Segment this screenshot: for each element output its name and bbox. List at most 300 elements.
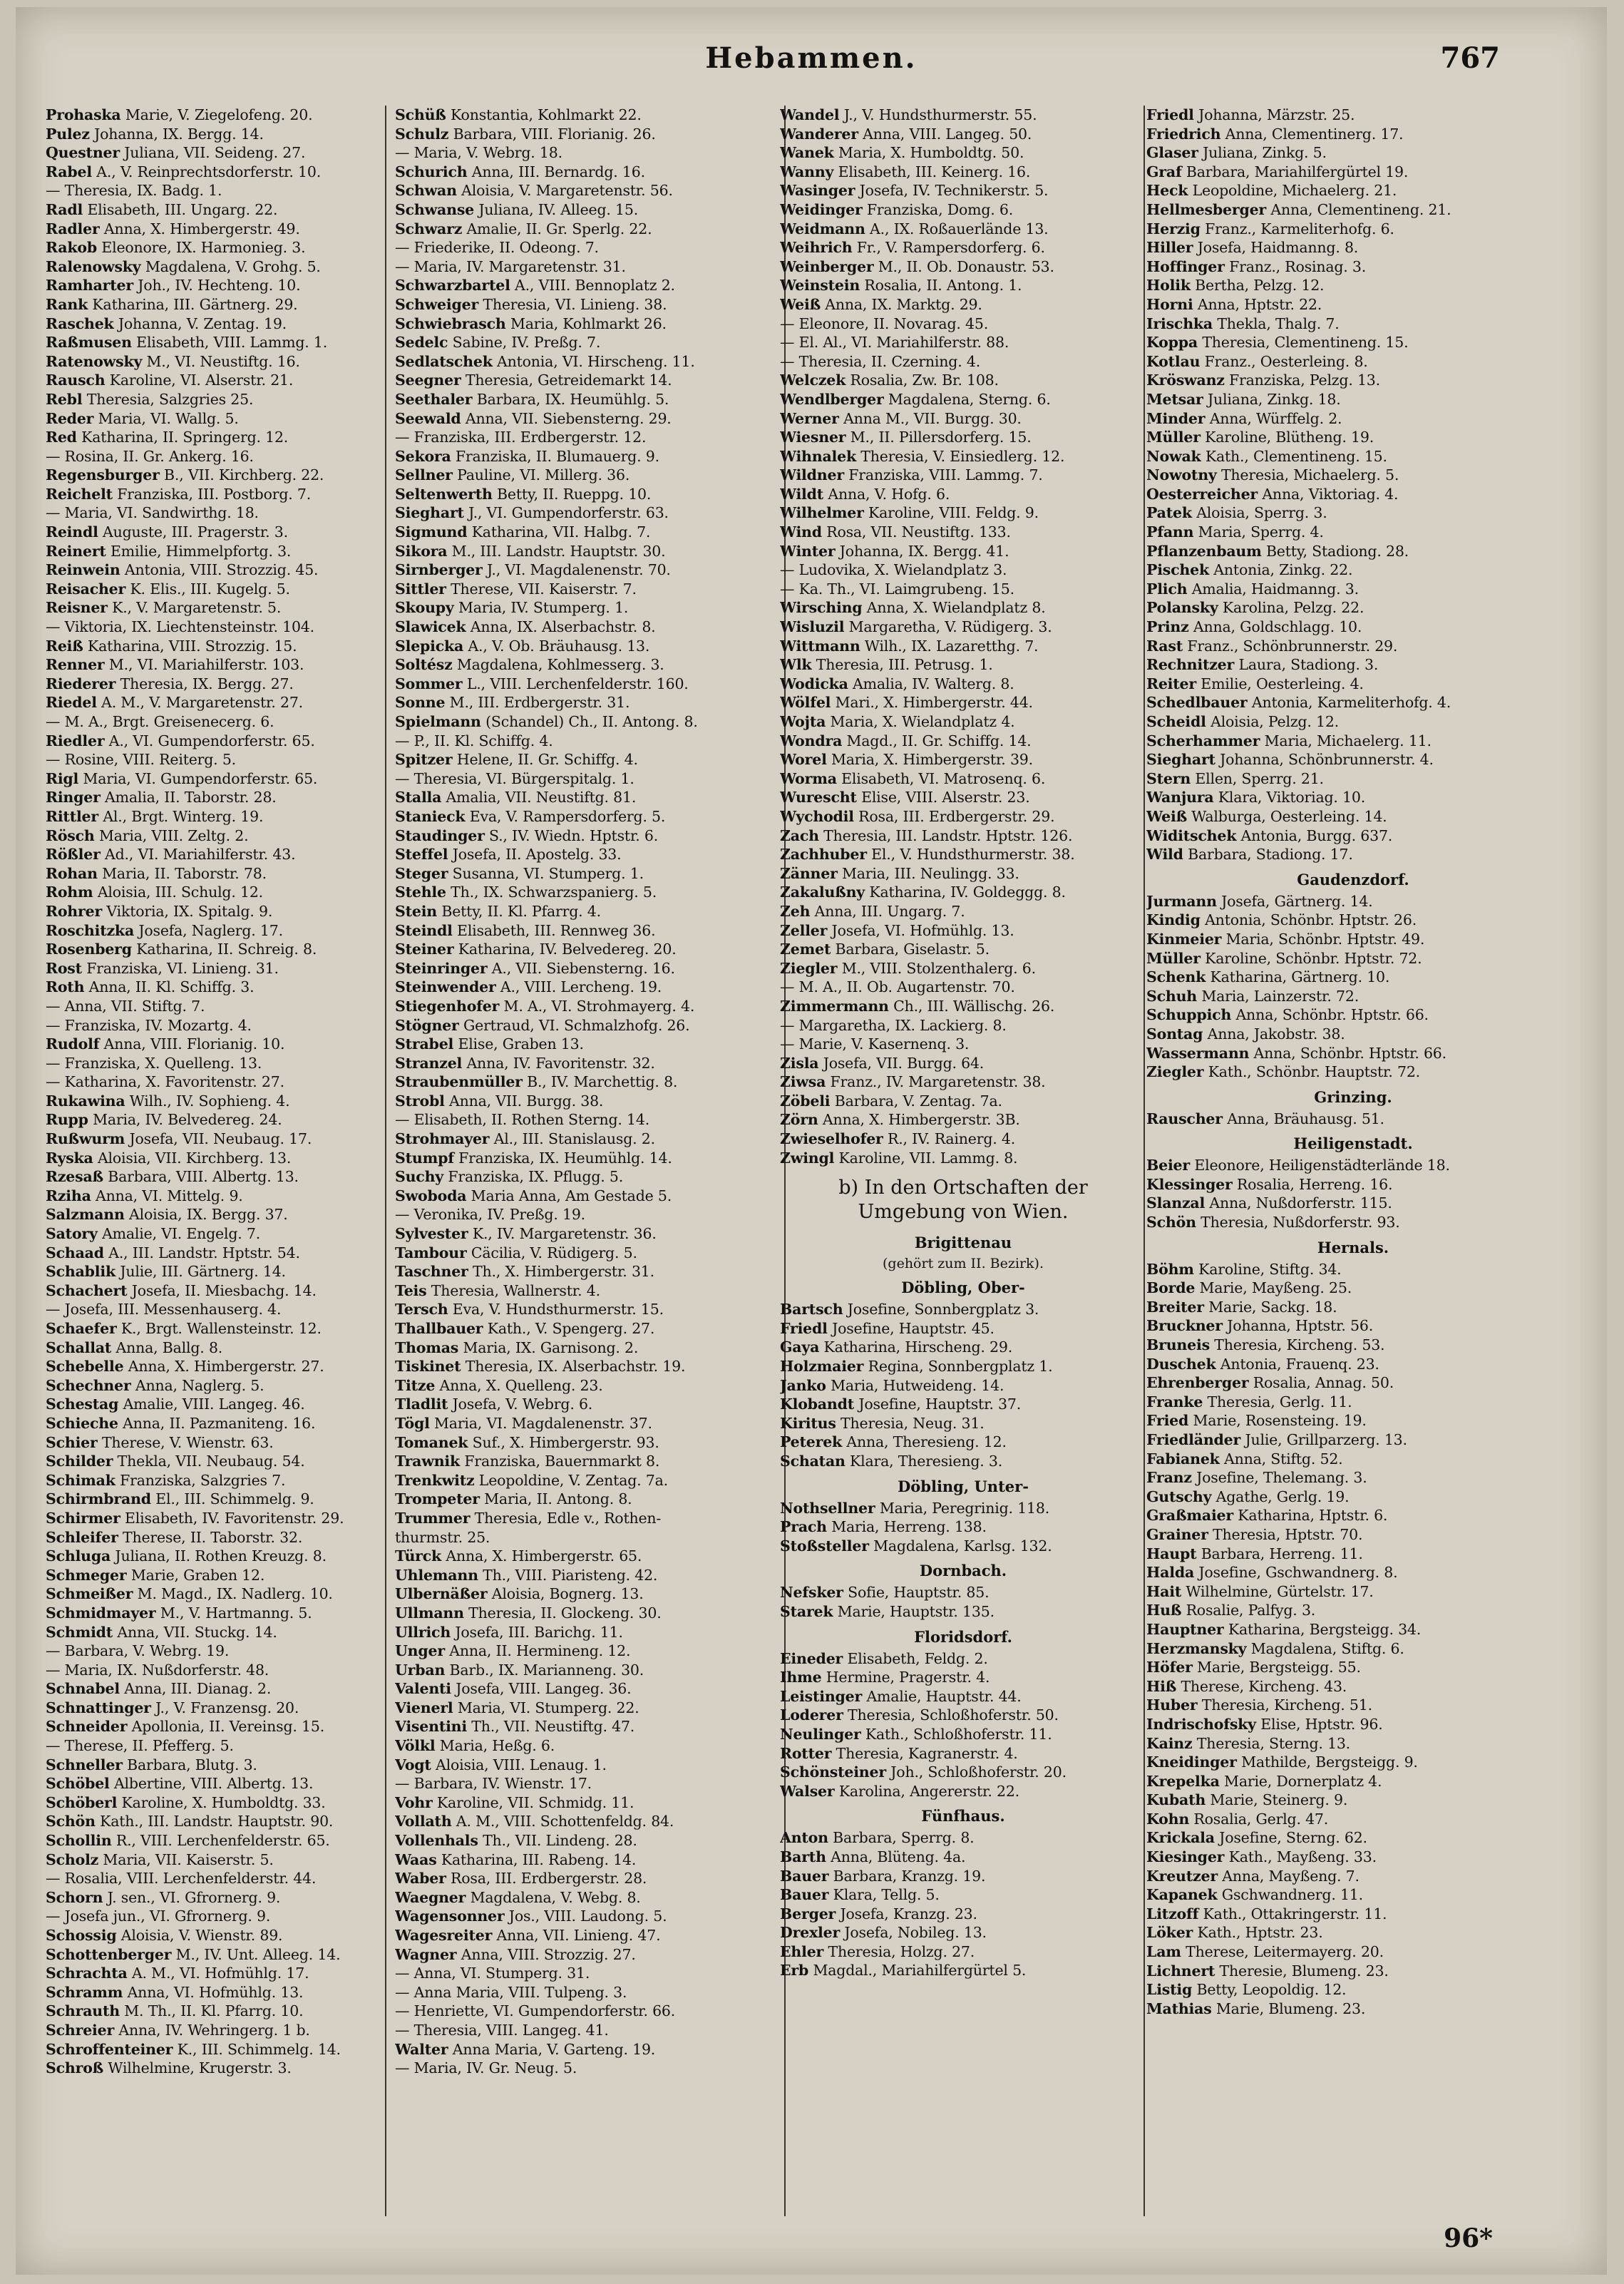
list-item — [395, 2021, 780, 2040]
entry-details: Gschwandnerg. 11. — [1217, 1886, 1363, 1904]
list-item — [395, 1661, 780, 1680]
list-item — [780, 1725, 1146, 1744]
entry-name: Kreutzer — [1146, 1867, 1218, 1885]
entry-details: Magd., II. Gr. Schiffg. 14. — [842, 732, 1032, 749]
entry-details: Juliana, IV. Alleeg. 15. — [474, 200, 639, 218]
list-item — [46, 769, 379, 789]
entry-details: Karoline, VII. Schmidg. 11. — [432, 1793, 634, 1811]
list-item — [46, 1130, 379, 1149]
list-item — [780, 750, 1146, 769]
entry-details: Maria, Heßg. 6. — [435, 1737, 555, 1755]
entry-name: Kindig — [1146, 911, 1201, 929]
entry-details: Maria, Sperrg. 4. — [1193, 523, 1324, 541]
entry-name: Sedlatschek — [395, 352, 493, 370]
list-item — [1146, 125, 1560, 144]
entry-name: Stumpf — [395, 1149, 454, 1167]
entry-name: Schenk — [1146, 968, 1206, 986]
entry-details: Anna, X. Himbergerstr. 65. — [441, 1547, 642, 1565]
list-item — [46, 125, 379, 144]
entry-details: M., IV. Unt. Alleeg. 14. — [171, 1945, 341, 1963]
entry-name: Wandel — [780, 106, 840, 123]
entry-details: Karolina, Angererstr. 22. — [834, 1782, 1019, 1800]
list-item — [46, 1774, 379, 1793]
list-item — [395, 485, 780, 504]
entry-name: Ziwsa — [780, 1073, 826, 1091]
entry-details: Cäcilia, V. Rüdigerg. 5. — [466, 1244, 637, 1261]
entry-name: Schneider — [46, 1718, 128, 1736]
entry-details: Aloisia, Pelzg. 12. — [1206, 713, 1339, 730]
list-item — [46, 618, 379, 637]
entry-details: — Theresia, II. Czerning. 4. — [780, 352, 981, 370]
list-item — [46, 371, 379, 390]
entry-name: Gutschy — [1146, 1487, 1212, 1505]
list-item — [395, 1945, 780, 1965]
entry-details: Anna, Mayßeng. 7. — [1217, 1867, 1360, 1885]
entry-name: Wildner — [780, 466, 844, 484]
entry-details: Theresia, Clementineng. 15. — [1198, 334, 1409, 352]
entry-details: — Anna Maria, VIII. Tulpeng. 3. — [395, 1983, 627, 2001]
entry-details: Elisabeth, Feldg. 2. — [843, 1649, 988, 1667]
entry-details: Katharina, Gärtnerg. 10. — [1206, 968, 1390, 986]
entry-name: Schöbel — [46, 1775, 110, 1793]
entry-details: Rosalia, Gerlg. 47. — [1189, 1810, 1329, 1828]
entry-details: Anna, Hptstr. 22. — [1193, 295, 1322, 313]
entry-name: Schönsteiner — [780, 1763, 886, 1781]
list-item — [1146, 1430, 1560, 1450]
entry-name: Winter — [780, 542, 836, 560]
entry-name: Rziha — [46, 1187, 91, 1204]
entry-name: Wondra — [780, 732, 843, 749]
list-item — [1146, 1025, 1560, 1044]
list-item — [1146, 1279, 1560, 1298]
entry-details: Katharina, IV. Goldeggg. 8. — [865, 884, 1066, 901]
list-item — [395, 655, 780, 675]
list-item — [46, 1623, 379, 1642]
entry-name: Borde — [1146, 1279, 1196, 1297]
entry-details: Barbara, Sperrg. 8. — [828, 1829, 975, 1847]
entry-name: Stoßsteller — [780, 1537, 869, 1555]
entry-details: M., VI. Mariahilferstr. 103. — [104, 656, 304, 674]
list-item — [395, 598, 780, 618]
entry-details: A. M., VIII. Schottenfeldg. 84. — [451, 1813, 674, 1830]
entry-name: Wilhelmer — [780, 504, 864, 522]
list-item — [46, 1945, 379, 1965]
entry-details: Josefa, Nobileg. 13. — [840, 1924, 987, 1942]
list-item — [395, 1054, 780, 1073]
entry-name: Walser — [780, 1782, 835, 1800]
entry-details: — Therese, II. Pfefferg. 5. — [46, 1737, 234, 1755]
entry-details: Theresie, Blumeng. 23. — [1215, 1962, 1389, 1980]
entry-name: Worel — [780, 751, 827, 769]
entry-name: Schirmbrand — [46, 1490, 151, 1508]
entry-details: Katharina, III. Rabeng. 14. — [436, 1850, 637, 1868]
list-item — [1146, 1373, 1560, 1393]
column-divider — [385, 106, 386, 2216]
list-item — [1146, 1110, 1560, 1129]
list-item — [395, 1244, 780, 1263]
entry-details: Therese, Kircheng. 43. — [1176, 1677, 1347, 1695]
entry-details: Karoline, Stiftg. 34. — [1193, 1260, 1342, 1278]
entry-details: Anna, VI. Hofmühlg. 13. — [123, 1983, 304, 2001]
entry-details: Maria, IV. Stumperg. 1. — [453, 599, 629, 617]
list-item — [1146, 1923, 1560, 1942]
entry-name: Rößler — [46, 846, 101, 864]
entry-details: Margaretha, V. Rüdigerg. 3. — [844, 618, 1052, 636]
list-item — [46, 940, 379, 959]
entry-details: Theresia, III. Petrusg. 1. — [811, 656, 993, 674]
entry-details: Maria, Lainzerstr. 72. — [1197, 987, 1360, 1005]
entry-name: Schroß — [46, 2059, 104, 2077]
list-item — [780, 1357, 1146, 1376]
list-item — [46, 1528, 379, 1547]
entry-name: Sigmund — [395, 523, 468, 541]
entry-details: Anna, VII. Siebensterng. 29. — [461, 409, 672, 427]
entry-name: Tladlit — [395, 1396, 448, 1413]
entry-name: Horni — [1146, 295, 1193, 313]
list-item — [395, 409, 780, 429]
entry-details: Josefa, Haidmanng. 8. — [1193, 239, 1359, 257]
entry-details: Kath., Clementineng. 15. — [1201, 447, 1387, 465]
list-item — [46, 1566, 379, 1585]
entry-name: Weihrich — [780, 239, 853, 257]
list-item — [395, 238, 780, 257]
list-item — [1146, 163, 1560, 182]
entry-name: Zöbeli — [780, 1092, 831, 1110]
entry-details: Maria, II. Antong. 8. — [479, 1490, 632, 1508]
list-item — [395, 940, 780, 959]
entry-name: Drexler — [780, 1924, 841, 1942]
entry-details: Antonia, VI. Hirscheng. 11. — [492, 352, 695, 370]
entry-details: Theresia, Schloßhoferstr. 50. — [843, 1706, 1059, 1724]
entry-name: Rosenberg — [46, 941, 132, 958]
entry-name: Wölfel — [780, 694, 831, 712]
entry-name: Zemet — [780, 941, 831, 958]
entry-details: Josefa, V. Webrg. 6. — [448, 1396, 593, 1413]
list-item — [1146, 580, 1560, 599]
list-item — [46, 1793, 379, 1813]
list-item — [780, 675, 1146, 694]
entry-details: Kath., Schloßhoferstr. 11. — [860, 1725, 1052, 1743]
entry-name: Patek — [1146, 504, 1192, 522]
entry-details: Josefa, VIII. Langeg. 36. — [451, 1680, 632, 1698]
list-item — [780, 1923, 1146, 1942]
entry-details: — Maria, IV. Gr. Neug. 5. — [395, 2059, 577, 2077]
list-item — [780, 1130, 1146, 1149]
list-item — [1146, 1999, 1560, 2019]
list-item — [46, 542, 379, 561]
list-item — [46, 1471, 379, 1490]
entry-name: Prohaska — [46, 106, 121, 123]
section-heading: Dornbach. — [919, 1562, 1007, 1580]
list-item — [395, 1774, 780, 1793]
entry-name: Schrauth — [46, 2002, 120, 2020]
entry-details: Elisabeth, VI. Matrosenq. 6. — [836, 769, 1046, 787]
entry-details: Auguste, III. Pragerstr. 3. — [98, 523, 288, 541]
entry-name: Schmeger — [46, 1566, 127, 1584]
entry-name: Zachhuber — [780, 846, 867, 864]
entry-details: Franz., IV. Margaretenstr. 38. — [826, 1073, 1046, 1091]
entry-name: Kohn — [1146, 1810, 1190, 1828]
entry-name: Rakob — [46, 239, 98, 257]
entry-details: — Margaretha, IX. Lackierg. 8. — [780, 1016, 1007, 1034]
entry-details: Sofie, Hauptstr. 85. — [843, 1584, 990, 1602]
list-item — [395, 125, 780, 144]
entry-details: Katharina, Hirscheng. 29. — [819, 1338, 1013, 1356]
entry-name: Rukawina — [46, 1092, 125, 1110]
list-item — [1146, 390, 1560, 409]
entry-name: Grainer — [1146, 1525, 1208, 1543]
entry-details: Johanna, IX. Bergg. 14. — [89, 125, 264, 143]
entry-details: — Viktoria, IX. Liechtensteinstr. 104. — [46, 618, 314, 636]
entry-name: Wasinger — [780, 182, 855, 200]
entry-name: Nowak — [1146, 447, 1201, 465]
entry-name: Waas — [395, 1850, 437, 1868]
entry-details: Anna, VII. Stuckg. 14. — [113, 1623, 277, 1641]
list-item — [395, 959, 780, 978]
list-item — [780, 826, 1146, 846]
entry-name: Ringer — [46, 789, 101, 806]
entry-name: Schimak — [46, 1471, 115, 1489]
entry-details: Eva, V. Rampersdorferg. 5. — [465, 807, 666, 825]
entry-details: Magdalena, V. Webg. 8. — [466, 1888, 641, 1906]
entry-name: Schluga — [46, 1547, 111, 1565]
entry-name: Bauer — [780, 1886, 829, 1904]
entry-details: Anna, IV. Wehringerg. 1 b. — [114, 2021, 310, 2039]
list-item — [780, 560, 1146, 580]
entry-details: Johanna, IX. Bergg. 41. — [835, 542, 1009, 560]
entry-name: Koppa — [1146, 334, 1198, 352]
entry-name: Raschek — [46, 314, 114, 332]
entry-details: Aloisia, VII. Kirchberg. 13. — [93, 1149, 292, 1167]
list-item — [395, 1547, 780, 1566]
list-item — [46, 220, 379, 239]
entry-name: Schedlbauer — [1146, 694, 1248, 712]
entry-details: — Eleonore, II. Novarag. 45. — [780, 314, 989, 332]
entry-name: Kiesinger — [1146, 1848, 1225, 1866]
entry-details: Aloisia, III. Schulg. 12. — [93, 884, 263, 901]
list-item — [395, 1736, 780, 1756]
list-item — [780, 655, 1146, 675]
entry-list — [1146, 1260, 1560, 2019]
list-item — [46, 902, 379, 921]
list-item — [1146, 1062, 1560, 1082]
list-item — [46, 807, 379, 826]
entry-name: Schwarz — [395, 220, 463, 237]
entry-name: Stehle — [395, 884, 446, 901]
list-item — [780, 125, 1146, 144]
entry-details: Josefa, VI. Hofmühlg. 13. — [827, 921, 1014, 939]
entry-name: Nefsker — [780, 1584, 843, 1602]
entry-list — [1146, 1156, 1560, 1231]
entry-name: Höfer — [1146, 1659, 1193, 1676]
entry-details: Franz., Rosinag. 3. — [1224, 257, 1367, 275]
entry-name: Trompeter — [395, 1490, 480, 1508]
list-item — [1146, 1677, 1560, 1696]
entry-details: Eva, V. Hundsthurmerstr. 15. — [448, 1301, 664, 1318]
entry-details: El., III. Schimmelg. 9. — [150, 1490, 314, 1508]
entry-details: Josefine, Hauptstr. 45. — [827, 1319, 995, 1337]
list-item — [780, 1092, 1146, 1111]
entry-name: Stiegenhofer — [395, 997, 500, 1015]
entry-details: M., II. Ob. Donaustr. 53. — [873, 257, 1054, 275]
entry-name: Pfann — [1146, 523, 1194, 541]
entry-name: Vohr — [395, 1793, 433, 1811]
entry-name: Barth — [780, 1848, 826, 1865]
list-item — [395, 106, 780, 125]
entry-details: Theresia, Salzgries 25. — [82, 390, 254, 408]
entry-details: Magdalena, Kohlmesserg. 3. — [452, 656, 664, 674]
list-item — [1146, 1506, 1560, 1525]
list-item — [46, 978, 379, 997]
entry-details: Josefa, II. Miesbachg. 14. — [127, 1281, 317, 1299]
entry-name: Soltész — [395, 656, 453, 674]
entry-name: Radl — [46, 200, 83, 218]
entry-name: Tomanek — [395, 1433, 468, 1451]
list-item — [780, 352, 1146, 372]
list-item — [46, 295, 379, 314]
entry-name: Haupt — [1146, 1545, 1197, 1562]
list-item — [46, 655, 379, 675]
entry-name: Schaad — [46, 1244, 104, 1261]
entry-name: Krickala — [1146, 1829, 1215, 1847]
section-heading: Fünfhaus. — [921, 1807, 1005, 1825]
list-item — [780, 1848, 1146, 1867]
entry-name: Hiß — [1146, 1677, 1177, 1695]
list-item — [46, 200, 379, 220]
entry-name: Titze — [395, 1376, 436, 1394]
entry-name: Ihme — [780, 1669, 822, 1686]
entry-details: Joh., IV. Hechteng. 10. — [133, 277, 301, 295]
entry-name: Sieghart — [1146, 751, 1216, 769]
entry-details: Betty, Stadiong. 28. — [1261, 542, 1409, 560]
entry-details: J., VI. Gumpendorferstr. 63. — [463, 504, 669, 522]
entry-name: Schatan — [780, 1453, 846, 1470]
list-item — [1146, 618, 1560, 637]
entry-details: Theresia, Nußdorferstr. 93. — [1196, 1214, 1400, 1231]
entry-details: Wilh., IX. Lazaretthg. 7. — [860, 637, 1039, 655]
list-item — [1146, 1563, 1560, 1582]
entry-details: A. M., VI. Hofmühlg. 17. — [127, 1965, 309, 1982]
entry-name: Schleifer — [46, 1528, 118, 1546]
list-item — [46, 1869, 379, 1888]
list-item — [46, 1926, 379, 1945]
entry-name: Schramm — [46, 1983, 123, 2001]
list-item — [395, 1584, 780, 1604]
entry-name: Krepelka — [1146, 1772, 1220, 1790]
entry-details: Anna, VIII. Strozzig. 27. — [456, 1945, 636, 1963]
entry-details: Anna, Bräuhausg. 51. — [1222, 1110, 1384, 1127]
entry-details: Anna, Würffelg. 2. — [1205, 409, 1342, 427]
entry-name: Scherhammer — [1146, 732, 1260, 749]
entry-details: Mari., X. Himbergerstr. 44. — [831, 694, 1033, 712]
section-heading: Heiligenstadt. — [1293, 1135, 1413, 1153]
entry-name: Kapanek — [1146, 1886, 1218, 1904]
entry-name: Reinert — [46, 542, 106, 560]
entry-details: Anna, X. Himbergerstr. 3B. — [818, 1111, 1020, 1129]
entry-name: Riedler — [46, 732, 105, 749]
list-item — [780, 940, 1146, 959]
entry-name: Schwanse — [395, 200, 475, 218]
entry-name: Spielmann — [395, 713, 481, 730]
entry-list — [1146, 892, 1560, 1082]
entry-details: Marie, Steinerg. 9. — [1206, 1791, 1348, 1809]
list-item — [1146, 1298, 1560, 1317]
list-item — [46, 523, 379, 542]
list-item — [780, 580, 1146, 599]
list-item — [1146, 987, 1560, 1006]
entry-details: Marie, V. Ziegelofeng. 20. — [120, 106, 313, 123]
list-item — [1146, 314, 1560, 334]
list-item — [1146, 693, 1560, 712]
entry-name: Bauer — [780, 1867, 829, 1885]
entry-details: — M. A., II. Ob. Augartenstr. 70. — [780, 978, 1015, 996]
entry-name: Loderer — [780, 1706, 843, 1724]
entry-details: Anna, Clementineng. 21. — [1266, 200, 1451, 218]
list-item — [46, 1281, 379, 1301]
entry-name: Peterek — [780, 1433, 843, 1451]
entry-details: Maria, II. Taborstr. 78. — [97, 864, 267, 882]
entry-details: — Ludovika, X. Wielandplatz 3. — [780, 561, 1007, 579]
list-item — [46, 257, 379, 277]
list-item — [46, 143, 379, 163]
entry-details: Betty, Leopoldig. 12. — [1192, 1981, 1347, 1999]
entry-name: Zörn — [780, 1111, 818, 1129]
entry-details: Antonia, Burgg. 637. — [1236, 826, 1393, 844]
list-item — [780, 503, 1146, 523]
entry-name: Wanek — [780, 144, 834, 162]
entry-name: Ehrenberger — [1146, 1374, 1249, 1392]
list-item — [395, 1471, 780, 1490]
list-item — [395, 163, 780, 182]
list-item — [46, 1831, 379, 1850]
entry-name: Strobl — [395, 1092, 445, 1110]
list-item — [780, 788, 1146, 807]
entry-details: Anna, Viktoriag. 4. — [1258, 485, 1399, 503]
entry-details: A., VIII. Bennoplatz 2. — [510, 277, 675, 295]
entry-details: Julie, Grillparzerg. 13. — [1240, 1431, 1407, 1448]
entry-name: Rebl — [46, 390, 83, 408]
entry-details: Anna, V. Hofg. 6. — [823, 485, 950, 503]
list-item — [1146, 750, 1560, 769]
entry-details: Magdalena, Sterng. 6. — [883, 390, 1051, 408]
entry-name: Schmidt — [46, 1623, 113, 1641]
entry-details: Maria, X. Himbergerstr. 39. — [826, 751, 1033, 769]
entry-name: Zeller — [780, 921, 828, 939]
list-item — [46, 1092, 379, 1111]
entry-name: Weiß — [1146, 807, 1187, 825]
entry-details: Anna M., VII. Burgg. 30. — [838, 409, 1022, 427]
list-item — [395, 1907, 780, 1926]
entry-details: Wilhelmine, Gürtelstr. 17. — [1181, 1582, 1374, 1600]
list-item — [395, 1338, 780, 1358]
entry-name: Reiter — [1146, 675, 1196, 692]
entry-details: Josefa, Naglerg. 17. — [134, 921, 283, 939]
entry-name: Minder — [1146, 409, 1206, 427]
list-item — [780, 1072, 1146, 1092]
region-intro — [780, 1176, 1146, 1224]
list-item — [395, 1281, 780, 1301]
entry-details: Anna Maria, V. Garteng. 19. — [448, 2040, 656, 2058]
entry-details: Franziska, IX. Pflugg. 5. — [443, 1168, 624, 1186]
list-item — [46, 2002, 379, 2021]
entry-details: Barbara, Stadiong. 17. — [1183, 846, 1353, 864]
list-item — [46, 1547, 379, 1566]
entry-name: Schuh — [1146, 987, 1198, 1005]
list-item — [395, 257, 780, 277]
entry-name: Löker — [1146, 1924, 1193, 1942]
entry-name: Schuppich — [1146, 1006, 1232, 1024]
entry-details: Josefa, Kranzg. 23. — [836, 1905, 977, 1922]
